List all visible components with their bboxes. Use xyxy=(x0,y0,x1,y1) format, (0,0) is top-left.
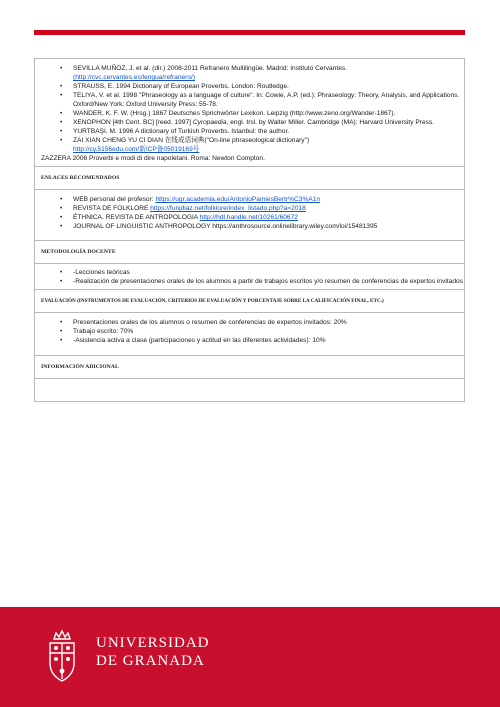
links-list xyxy=(35,195,464,231)
bib-item-xenophon: • XENOPHON [4th Cent. BC] [reed. 1997] Cyropaedia, engl. trsl. by Walter Miller. Cambridge (MA): Harvard University Press. xyxy=(73,118,464,127)
evaluation-item: • Trabajo escrito: 70% xyxy=(73,327,464,336)
additional-info-header: INFORMACIÓN ADICIONAL xyxy=(35,356,464,379)
bibliography-section xyxy=(35,59,464,167)
bib-item-zazzera: ZAZZERA 2006 Proverbi e modi di dire napoletani. Roma: Newton Compton. xyxy=(41,155,265,162)
evaluation-list xyxy=(35,318,464,345)
link-item-jla: • JOURNAL OF LINGUISTIC ANTHROPOLOGY https://anthrosource.onlinelibrary.wiley.com/loi/15481395 xyxy=(73,222,464,231)
methodology-section xyxy=(35,264,464,290)
link-item-ethnica: • ÉTHNICA. REVISTA DE ANTROPOLOGIA http://hdl.handle.net/10261/60672 xyxy=(73,213,464,222)
university-seal-icon xyxy=(42,629,82,684)
bib-item-sevilla: • SEVILLA MUÑOZ, J. et al. (dir.) 2008-2011 Refranero Multilingüe. Madrid: Instituto Cervantes. (http://cvc.cervantes.es/lengua/refranero/) xyxy=(73,64,464,82)
links-section-header: ENLACES RECOMENDADOS xyxy=(35,167,464,190)
evaluation-section xyxy=(35,313,464,356)
methodology-list xyxy=(35,268,464,286)
evaluation-item: • Presentaciones orales de los alumnos o resumen de conferencias de expertos invitados: 20% xyxy=(73,318,464,327)
link-item-folklore: • REVISTA DE FOLKLORE https://funjdiaz.net/folklore/index_listado.php?a=2018 xyxy=(73,204,464,213)
bib-item-zai-xian: • ZAI XIAN CHENG YU CI DIAN 在线成语词典("On-line phraseological dictionary") http://cy.5156edu.com/新ICP备05019169号 xyxy=(73,136,464,154)
methodology-item: • -Lecciones teóricas xyxy=(73,268,464,277)
header-red-rule xyxy=(34,30,465,35)
link-item-professor: • WEB personal del profesor: https://ugr.academia.edu/AntonioPamiesBertr%C3%A1n xyxy=(73,195,464,204)
bib-item-wander: • WANDER, K. F. W. (Hrsg.) 1867 Deutsches Sprichwörter Lexikon. Leipzig (http://www.zeno.org/Wander-1867). xyxy=(73,109,464,118)
additional-info-body xyxy=(35,379,464,401)
bib-item-teliya: • TELIYA, V. et al. 1998 "Phraseology as a language of culture". In: Cowie, A.P. (ed.): Phraseology: Theory, Analysis, and Applications. Oxford/New York: Oxford University Press: 55-78. xyxy=(73,91,464,109)
bib-item-yurtbasi: • YURTBAŞI, M. 1996 A dictionary of Turkish Proverbs. Istanbul: the author. xyxy=(73,127,464,136)
guide-sheet xyxy=(34,58,465,402)
link-academia[interactable]: https://ugr.academia.edu/AntonioPamiesBertr%C3%A1n xyxy=(155,196,321,203)
evaluation-header: EVALUACIÓN (INSTRUMENTOS DE EVALUACIÓN, CRITERIOS DE EVALUACIÓN Y PORCENTAJE SOBRE LA CALIFICACIÓN FINAL, ETC.) xyxy=(35,290,464,313)
links-section xyxy=(35,190,464,241)
evaluation-item: • -Asistencia activa a clase (participaciones y actitud en las diferentes actividades): 10% xyxy=(73,336,464,345)
methodology-item: • -Realización de presentaciones orales de los alumnos a partir de trabajos escritos y/o resumen de conferencias de expertos invitados xyxy=(73,277,464,286)
methodology-header: METODOLOGÍA DOCENTE xyxy=(35,241,464,264)
link-handle[interactable]: http://hdl.handle.net/10261/60672 xyxy=(199,214,298,221)
bib-link-5156edu[interactable]: http://cy.5156edu.com/新ICP备05019169号 xyxy=(73,146,200,153)
bib-item-strauss: • STRAUSS, E. 1994 Dictionary of European Proverbs. London: Routledge. xyxy=(73,82,464,91)
university-name-line1: UNIVERSIDAD xyxy=(96,635,210,651)
bib-link-cervantes[interactable]: (http://cvc.cervantes.es/lengua/refranero/) xyxy=(73,74,196,81)
university-footer xyxy=(0,607,500,707)
bibliography-list xyxy=(35,64,464,154)
university-name-line2: DE GRANADA xyxy=(96,653,205,669)
link-funjdiaz[interactable]: https://funjdiaz.net/folklore/index_listado.php?a=2018 xyxy=(150,205,306,212)
